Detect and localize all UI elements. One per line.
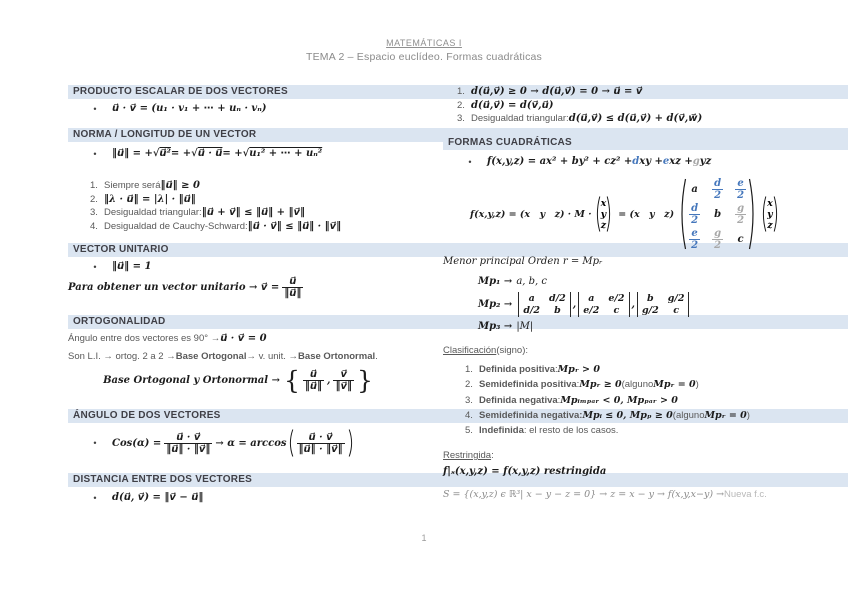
section-header-angulo: ÁNGULO DE DOS VECTORES: [68, 409, 848, 423]
fraction-numerator: v⃗: [340, 369, 347, 380]
item-text: Desigualdad triangular:: [104, 207, 202, 218]
formas-poly-row: [443, 156, 785, 167]
det-entry: a: [528, 293, 535, 304]
item-number: 2.: [90, 193, 98, 205]
fraction-numerator: g: [737, 202, 745, 214]
fraction-numerator: d: [691, 202, 699, 214]
line-bold: Base Ortogonal: [175, 351, 247, 362]
matrix-cell-fraction: [712, 178, 723, 201]
item-math: ‖λ · u⃗‖ = |λ| · ‖u⃗‖: [104, 193, 196, 205]
producto-escalar-formula-row: [68, 103, 408, 114]
matrix-cell: a: [691, 183, 698, 195]
mp1-value: a, b, c: [516, 276, 547, 287]
fraction-denominator: ‖u⃗‖: [304, 381, 322, 392]
fraction: [164, 432, 212, 455]
fraction-denominator: 2: [691, 214, 699, 226]
poly-part: xz +: [669, 156, 693, 167]
restringida-suffix: :: [491, 450, 494, 461]
item-number: 4.: [465, 409, 473, 421]
quadratic-form-matrix: [689, 178, 746, 251]
poly-part: yz: [699, 156, 712, 167]
list-item: [443, 377, 785, 392]
comma: ,: [572, 299, 577, 310]
fraction-denominator: 2: [691, 239, 699, 251]
paren-left-icon: [677, 177, 687, 251]
vector-unitario-formula-row: [68, 261, 408, 272]
close-brace: }: [357, 366, 373, 395]
fraction-denominator: ‖v⃗‖: [335, 381, 352, 392]
column-vector: [594, 195, 614, 233]
matrix-cell: c: [737, 233, 744, 245]
det-entry: b: [647, 293, 654, 304]
item-text: :: [576, 379, 580, 391]
mp1-label: Mp₁ →: [478, 276, 513, 287]
vector-unitario-note-row: [68, 276, 408, 299]
item-number: 3.: [465, 394, 473, 406]
line-text: Son L.I. → ortog. 2 a 2 →: [68, 351, 176, 362]
bullet-icon: •: [468, 156, 472, 167]
determinant: [637, 292, 689, 317]
restringida-formula: f|ₛ(x,y,z) = f(x,y,z) restringida: [443, 466, 607, 477]
restringida-title: Restringida: [443, 450, 492, 461]
matrix-eq-mid: = (x y z): [618, 208, 675, 220]
paren-right-icon: [348, 428, 355, 458]
intro-text: Menor principal Orden r = Mpᵣ: [443, 256, 603, 267]
matrix-cell-fraction: [712, 228, 723, 251]
fraction-numerator: u⃗: [289, 276, 297, 287]
list-item: [443, 85, 785, 99]
base-ortonormal-formula: [68, 368, 408, 393]
fraction: [297, 432, 345, 455]
matrix-equation-row: [443, 176, 785, 252]
norma-radicand: u₁² + ⋯ + uₙ²: [249, 148, 323, 159]
list-item: [443, 362, 785, 377]
clasificacion-suffix: (signo):: [496, 345, 529, 356]
item-text: ): [746, 409, 750, 421]
item-math: ‖u⃗‖ ≥ 0: [160, 180, 200, 191]
item-math: d(u⃗,v⃗) ≥ 0 → d(u⃗,v⃗) = 0 → u⃗ = v⃗: [471, 86, 643, 97]
unit-vector-fraction: [282, 276, 303, 299]
vector-entry: x: [767, 197, 773, 209]
item-text: Desigualdad triangular:: [471, 113, 569, 124]
column-vector: [760, 195, 780, 233]
poly-part: f(x,y,z) = ax² + by² + cz² +: [487, 156, 633, 167]
clasificacion-list: [443, 362, 785, 438]
section-header-producto-escalar: PRODUCTO ESCALAR DE DOS VECTORES: [68, 85, 848, 99]
line-text: .: [375, 351, 378, 362]
open-brace: {: [283, 366, 300, 395]
line-text: → v. unit. →: [246, 351, 299, 362]
item-text: (alguno: [672, 409, 705, 421]
formula-mid: → α = arccos: [215, 437, 287, 449]
fraction-numerator: u⃗: [309, 369, 317, 380]
distancia-formula: d(u⃗, v⃗) = ‖v⃗ − u⃗‖: [112, 492, 204, 503]
example-math: S = {(x,y,z) ϵ ℝ³| x − y − z = 0} → z = x − y → f(x,y,x−y) →: [443, 489, 725, 500]
item-text: Siempre será: [104, 180, 161, 191]
vector-entry: y: [767, 208, 773, 220]
poly-part: xy +: [639, 156, 663, 167]
norma-formula-part: = +√: [222, 148, 250, 159]
item-text: Desigualdad de Cauchy-Schward:: [104, 220, 248, 232]
course-title: MATEMÁTICAS I: [386, 38, 462, 48]
topic-title: TEMA 2 – Espacio euclídeo. Formas cuadráticas: [305, 51, 543, 63]
fraction-numerator: e: [737, 177, 744, 189]
comma: ,: [631, 299, 635, 310]
item-label: Semidefinida negativa:: [479, 409, 583, 421]
norma-properties-list: [68, 179, 408, 233]
bullet-icon: •: [93, 103, 97, 114]
determinant: [518, 292, 570, 317]
item-label: Indefinida: [479, 425, 524, 437]
matrix-cell-fraction: [689, 228, 700, 251]
mp2-row: [443, 292, 785, 317]
list-item: [68, 193, 408, 207]
fraction-denominator: ‖u⃗‖ · ‖v⃗‖: [298, 443, 343, 455]
clasificacion-title: Clasificación: [443, 345, 497, 356]
item-text: ): [695, 379, 699, 391]
matrix-cell: b: [714, 208, 722, 220]
item-number: 2.: [457, 99, 465, 111]
item-number: 1.: [465, 364, 473, 375]
restringida-title-row: [443, 450, 785, 461]
poly-coef-d: d: [632, 156, 640, 167]
item-text: :: [555, 364, 558, 375]
item-number: 1.: [90, 180, 98, 191]
item-text: :: [557, 394, 561, 406]
matrix-cell-fraction: [735, 178, 746, 201]
det-entry: g/2: [667, 293, 685, 304]
mp3-value: |M|: [516, 321, 534, 332]
paren-right-icon: [773, 195, 780, 233]
norma-radicand: u⃗ · u⃗: [197, 148, 223, 159]
item-text: : el resto de los casos.: [523, 425, 619, 437]
list-item: [68, 220, 408, 234]
formula-lead: Cos(α) =: [112, 437, 162, 449]
vector-entry: x: [600, 197, 607, 209]
section-header-norma: NORMA / LONGITUD DE UN VECTOR: [68, 128, 848, 142]
item-text: (alguno: [621, 379, 654, 391]
formula-lead: Base Ortogonal y Ortonormal →: [103, 375, 280, 386]
item-math: ‖u⃗ + v⃗‖ ≤ ‖u⃗‖ + ‖v⃗‖: [201, 207, 306, 218]
det-entry: e/2: [608, 293, 625, 304]
document-header: [0, 38, 848, 63]
line-math: u⃗ · v⃗ = 0: [220, 333, 267, 344]
list-item: [68, 179, 408, 193]
item-math: Mpᵣ = 0: [704, 409, 747, 421]
poly-coef-g: g: [692, 156, 700, 167]
item-math: d(u⃗,v⃗) = d(v⃗,u⃗): [471, 99, 554, 111]
line-text: Ángulo entre dos vectores es 90° →: [68, 333, 221, 344]
list-item: [443, 408, 785, 423]
det-entry: d/2: [523, 305, 541, 316]
item-math: Mpᵣ ≥ 0: [579, 379, 622, 391]
fraction-numerator: u⃗ · v⃗: [308, 431, 333, 443]
vector-unitario-formula: ‖u⃗‖ = 1: [112, 261, 152, 272]
restringida-example-row: [443, 489, 785, 500]
item-math: Mpᵢ ≤ 0, Mpₚ ≥ 0: [582, 409, 673, 421]
vector-entry: y: [600, 208, 607, 220]
fraction-numerator: e: [691, 227, 698, 239]
page-number: 1: [421, 533, 427, 543]
item-number: 2.: [465, 379, 473, 391]
bullet-icon: •: [93, 261, 97, 272]
item-number: 3.: [90, 207, 98, 218]
fraction-numerator: g: [714, 227, 722, 239]
list-item: [68, 206, 408, 220]
matrix-cell-fraction: [735, 203, 746, 226]
section-header-ortogonalidad: ORTOGONALIDAD: [68, 315, 848, 329]
det-entry: e/2: [583, 305, 600, 316]
line-bold: Base Ortonormal: [298, 351, 376, 362]
fraction-numerator: d: [714, 177, 722, 189]
det-entry: c: [613, 305, 620, 316]
section-header-distancia: DISTANCIA ENTRE DOS VECTORES: [68, 473, 848, 487]
bullet-icon: •: [93, 438, 97, 448]
item-number: 4.: [90, 220, 98, 232]
norma-formula-part: = +√: [170, 148, 198, 159]
vector-entry: z: [767, 219, 773, 231]
bullet-icon: •: [93, 148, 97, 159]
paren-left-icon: [287, 428, 294, 458]
fraction-denominator: 2: [737, 189, 745, 201]
section-header-vector-unitario: VECTOR UNITARIO: [68, 243, 848, 257]
mp3-row: [443, 321, 785, 332]
matrix-cell-fraction: [689, 203, 700, 226]
norma-formula-part: ‖u⃗‖ = +√: [112, 148, 160, 159]
list-item: [443, 423, 785, 438]
menor-principal-intro: [443, 256, 785, 267]
det-entry: c: [673, 305, 679, 316]
bullet-icon: •: [93, 492, 97, 503]
list-item: [443, 99, 785, 113]
item-label: Definida negativa: [479, 394, 558, 406]
determinant: [578, 292, 629, 317]
item-math: Mpᵣ > 0: [557, 364, 600, 375]
clasificacion-title-row: [443, 345, 785, 356]
fraction-denominator: ‖u⃗‖: [284, 288, 302, 299]
item-math: d(u⃗,v⃗) ≤ d(u⃗,v⃗) + d(v⃗,w⃗): [568, 113, 703, 124]
vector-entry: z: [600, 219, 607, 231]
fraction-denominator: 2: [714, 189, 722, 201]
ortogonalidad-line2: [68, 351, 408, 362]
distance-properties-list: [443, 85, 785, 126]
det-entry: b: [554, 305, 561, 316]
comma: ,: [326, 375, 331, 386]
item-number: 5.: [465, 425, 473, 437]
list-item: [443, 112, 785, 126]
det-entry: g/2: [642, 305, 659, 316]
item-math: Mpᵢₘₚₐᵣ < 0, Mpₚₐᵣ > 0: [560, 394, 678, 406]
item-number: 3.: [457, 113, 465, 124]
fraction: [333, 369, 354, 392]
producto-escalar-formula: u⃗ · v⃗ = (u₁ · v₁ + ⋯ + uₙ · vₙ): [112, 103, 267, 114]
restringida-formula-row: [443, 466, 785, 477]
item-math: ‖u⃗ · v⃗‖ ≤ ‖u⃗‖ · ‖v⃗‖: [247, 220, 342, 232]
item-label: Semidefinida positiva: [479, 379, 577, 391]
norma-formula-row: [68, 148, 408, 159]
angulo-formula-row: [68, 428, 408, 458]
fraction-numerator: u⃗ · v⃗: [176, 431, 201, 443]
item-label: Definida positiva: [479, 364, 556, 375]
mp3-label: Mp₃ →: [478, 321, 513, 332]
item-number: 1.: [457, 86, 465, 97]
paren-right-icon: [748, 177, 758, 251]
fraction-denominator: 2: [714, 239, 722, 251]
item-math: Mpᵣ = 0: [653, 379, 696, 391]
poly-coef-e: e: [662, 156, 670, 167]
example-tail: Nueva f.c.: [724, 489, 767, 500]
fraction-denominator: 2: [737, 214, 745, 226]
unit-vector-lead: Para obtener un vector unitario → v⃗ =: [68, 282, 280, 293]
list-item: [443, 393, 785, 408]
paren-right-icon: [606, 195, 613, 233]
norma-radicand: u⃗²: [159, 148, 171, 159]
distancia-formula-row: [68, 492, 408, 503]
mp1-row: [443, 276, 785, 287]
det-entry: d/2: [549, 293, 566, 304]
fraction-denominator: ‖u⃗‖ · ‖v⃗‖: [166, 443, 211, 455]
det-entry: a: [588, 293, 595, 304]
section-header-formas-cuadraticas: FORMAS CUADRÁTICAS: [443, 136, 848, 150]
ortogonalidad-line1: [68, 333, 408, 344]
mp2-label: Mp₂ →: [478, 299, 513, 310]
fraction: [303, 369, 324, 392]
matrix-eq-lead: f(x,y,z) = (x y z) · M ·: [470, 208, 592, 220]
paren-left-icon: [594, 195, 601, 233]
